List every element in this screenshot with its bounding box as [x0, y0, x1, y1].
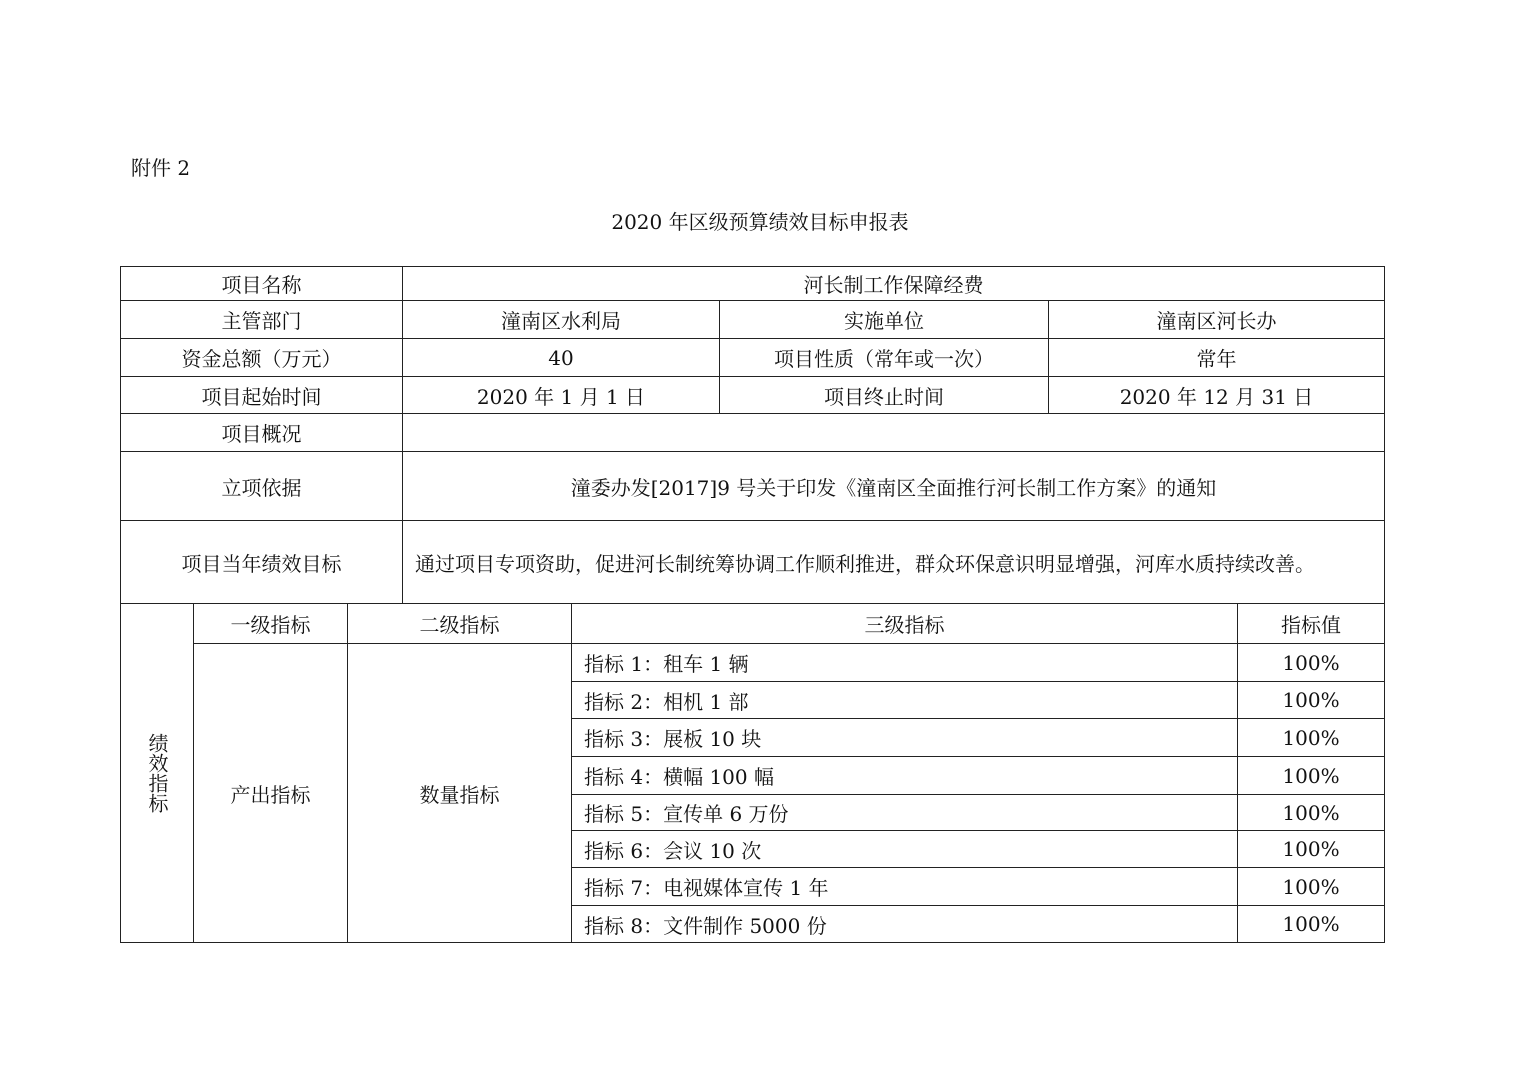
dept-value: 潼南区水利局 — [501, 309, 621, 333]
start-value: 2020 年 1 月 1 日 — [476, 384, 646, 409]
overview-label: 项目概况 — [221, 422, 302, 446]
indicator-value: 100% — [1282, 763, 1340, 788]
fund-value: 40 — [548, 345, 574, 370]
indicator-value: 100% — [1282, 688, 1340, 712]
attachment-label: 附件 2 — [131, 156, 191, 180]
impl-label: 实施单位 — [844, 309, 924, 333]
goal-label: 项目当年绩效目标 — [181, 551, 342, 576]
indicator-value: 100% — [1282, 912, 1340, 936]
impl-value: 潼南区河长办 — [1156, 309, 1277, 333]
indicator-label: 指标 8：文件制作 5000 份 — [584, 913, 827, 938]
project-name-value: 河长制工作保障经费 — [803, 273, 984, 297]
indicator-value: 100% — [1282, 837, 1340, 861]
end-label: 项目终止时间 — [824, 384, 944, 409]
indicator-value: 100% — [1282, 725, 1340, 750]
indicator-label: 指标 7：电视媒体宣传 1 年 — [584, 876, 829, 900]
header-level1: 一级指标 — [230, 613, 311, 637]
basis-value: 潼委办发[2017]9 号关于印发《潼南区全面推行河长制工作方案》的通知 — [570, 475, 1217, 500]
start-label: 项目起始时间 — [201, 384, 322, 409]
indicator-label: 指标 6：会议 10 次 — [584, 838, 762, 863]
goal-value: 通过项目专项资助，促进河长制统筹协调工作顺利推进，群众环保意识明显增强，河库水质持续改善。 — [415, 551, 1315, 576]
indicator-label: 指标 5：宣传单 6 万份 — [584, 802, 789, 826]
level2-value: 数量指标 — [419, 782, 500, 807]
form-title: 2020 年区级预算绩效目标申报表 — [611, 210, 909, 234]
indicator-section-label — [121, 604, 193, 942]
header-level3: 三级指标 — [864, 613, 945, 637]
basis-label: 立项依据 — [221, 475, 302, 500]
nature-label: 项目性质（常年或一次） — [774, 347, 994, 371]
indicator-value: 100% — [1282, 800, 1340, 825]
dept-label: 主管部门 — [221, 309, 302, 333]
overview-value — [403, 414, 1384, 451]
table-rule — [120, 942, 1385, 943]
indicator-label: 指标 3：展板 10 块 — [584, 727, 762, 751]
indicator-value: 100% — [1282, 650, 1340, 675]
indicator-label: 指标 1：租车 1 辆 — [584, 652, 749, 676]
indicator-value: 100% — [1282, 874, 1340, 899]
project-name-label: 项目名称 — [221, 273, 302, 297]
end-value: 2020 年 12 月 31 日 — [1119, 384, 1314, 409]
header-value: 指标值 — [1281, 613, 1341, 637]
nature-value: 常年 — [1196, 347, 1237, 371]
level1-value: 产出指标 — [230, 782, 311, 807]
header-level2: 二级指标 — [419, 613, 500, 637]
indicator-label: 指标 2：相机 1 部 — [584, 689, 749, 714]
indicator-section-text: 绩效指标 — [145, 733, 169, 813]
fund-label: 资金总额（万元） — [181, 347, 342, 371]
indicator-label: 指标 4：横幅 100 幅 — [584, 765, 774, 789]
table-rule — [1384, 266, 1385, 943]
